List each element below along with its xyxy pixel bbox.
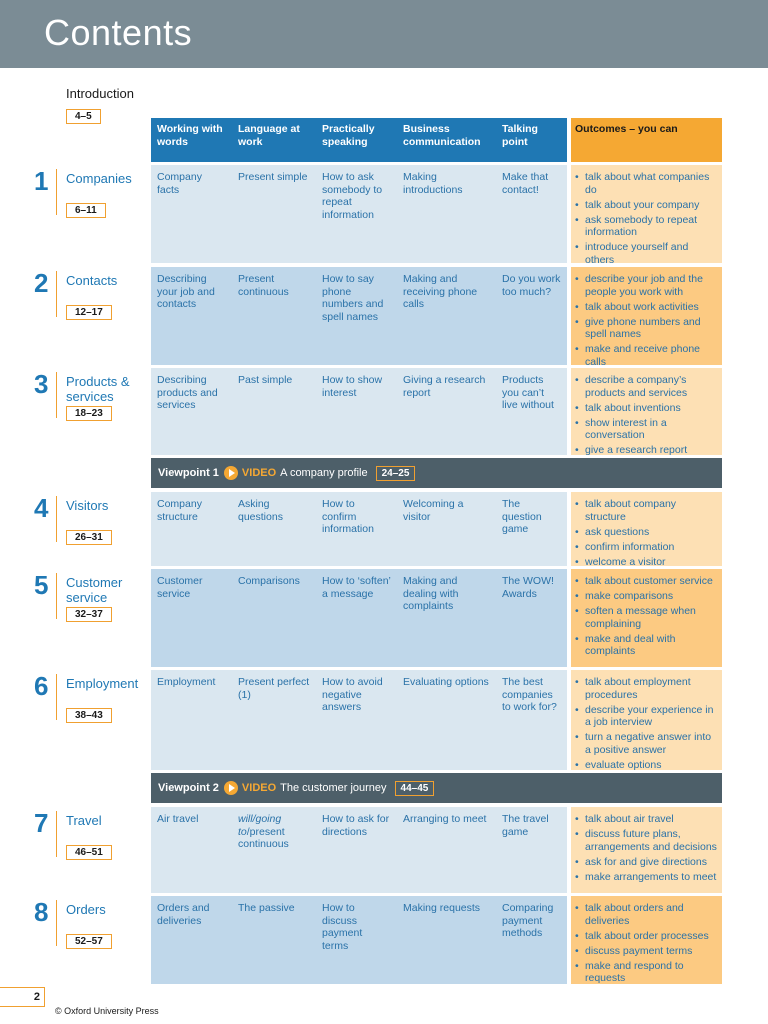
viewpoint-pages: 44–45 [395, 781, 435, 796]
cell-talking: The WOW! Awards [502, 575, 554, 600]
viewpoint-label: Viewpoint 2 [158, 782, 219, 794]
cell-talking: The best companies to work for? [502, 676, 557, 713]
unit-pages: 52–57 [66, 934, 112, 949]
page-title: Contents [44, 12, 193, 53]
cell-language: Comparisons [238, 575, 300, 587]
unit-divider [56, 900, 57, 946]
video-label: VIDEO [241, 467, 277, 479]
cell-talking: Do you work too much? [502, 273, 561, 298]
outcome-item: • ask questions [575, 526, 718, 539]
outcome-item: • give a research report [575, 444, 718, 457]
cell-practical: How to discuss payment terms [322, 902, 363, 952]
outcome-item: • talk about your company [575, 199, 718, 212]
unit-label-7 [34, 809, 150, 859]
cell-words: Employment [157, 676, 216, 688]
outcome-item: • ask somebody to repeat information [575, 214, 718, 239]
unit-divider [56, 674, 57, 720]
unit-label-6 [34, 672, 150, 722]
outcome-item: • talk about orders and deliveries [575, 902, 718, 927]
viewpoint-label: Viewpoint 1 [158, 467, 219, 479]
cell-outcomes [571, 267, 722, 368]
unit-number: 1 [34, 166, 49, 196]
unit-label-4 [34, 494, 150, 544]
outcome-item: • make and receive phone calls [575, 343, 718, 368]
unit-pages: 38–43 [66, 708, 112, 723]
cell-language: The passive [238, 902, 295, 914]
viewpoint-title: The customer journey [280, 782, 387, 794]
cell-talking: The question game [502, 498, 542, 535]
cell-talking: Products you can’t live without [502, 374, 554, 411]
cell-words: Describing your job and contacts [157, 273, 215, 310]
unit-number: 5 [34, 570, 49, 600]
outcome-item: • make comparisons [575, 590, 718, 603]
unit-pages: 12–17 [66, 305, 112, 320]
table-header [151, 118, 722, 162]
cell-language: Present perfect (1) [238, 676, 310, 701]
col-header-outcomes: Outcomes – you can [571, 118, 722, 162]
unit-title: Travel [66, 813, 102, 828]
outcome-item: • soften a message when complaining [575, 605, 718, 630]
cell-talking: The travel game [502, 813, 549, 838]
cell-practical: How to show interest [322, 374, 383, 399]
outcome-item: • talk about work activities [575, 301, 718, 314]
intro-title: Introduction [66, 86, 134, 101]
unit-title: Employment [66, 676, 139, 691]
unit-divider [56, 496, 57, 542]
outcome-item: • talk about company structure [575, 498, 718, 523]
cell-language-rest: /present continuous [238, 825, 289, 850]
cell-words: Customer service [157, 575, 203, 600]
outcome-item: • describe your experience in a job interview [575, 704, 718, 729]
cell-practical: How to ask for directions [322, 813, 390, 838]
col-header-talking: Talking point [502, 123, 538, 148]
unit-title: Products & services [66, 374, 130, 404]
outcome-item: • talk about inventions [575, 402, 718, 415]
intro-pages-box: 4–5 [66, 109, 101, 124]
cell-practical: How to confirm information [322, 498, 374, 535]
cell-outcomes [571, 896, 722, 984]
unit-label-2 [34, 269, 150, 319]
outcome-item: • welcome a visitor [575, 556, 718, 569]
cell-outcomes [571, 368, 722, 455]
cell-outcomes [571, 569, 722, 667]
table-row [151, 368, 722, 455]
outcome-item: • discuss payment terms [575, 945, 718, 958]
play-icon [224, 781, 238, 795]
col-header-business: Business communication [403, 123, 481, 148]
cell-business: Making introductions [403, 171, 463, 196]
cell-practical: How to ‘soften’ a message [322, 575, 391, 600]
unit-label-5 [34, 571, 150, 621]
table-row [151, 896, 722, 984]
unit-divider [56, 811, 57, 857]
cell-practical: How to avoid negative answers [322, 676, 383, 713]
outcome-item: • talk about customer service [575, 575, 718, 588]
outcome-item: • discuss future plans, arrangements and decisions [575, 828, 718, 853]
table-row [151, 569, 722, 667]
unit-pages: 18–23 [66, 406, 112, 421]
cell-business: Making requests [403, 902, 481, 914]
cell-words: Company structure [157, 498, 202, 523]
cell-business: Evaluating options [403, 676, 489, 688]
unit-label-3 [34, 370, 150, 420]
unit-title: Companies [66, 171, 132, 186]
unit-divider [56, 372, 57, 418]
viewpoint-pages: 24–25 [376, 466, 416, 481]
viewpoint-title: A company profile [280, 467, 368, 479]
unit-label-8 [34, 898, 150, 948]
cell-words: Describing products and services [157, 374, 218, 411]
cell-business: Welcoming a visitor [403, 498, 464, 523]
cell-outcomes [571, 165, 722, 266]
cell-talking: Comparing payment methods [502, 902, 554, 939]
outcome-item: • make arrangements to meet [575, 871, 718, 884]
cell-language: Present simple [238, 171, 308, 183]
cell-business: Giving a research report [403, 374, 486, 399]
outcome-item: • describe a company’s products and services [575, 374, 718, 399]
unit-pages: 26–31 [66, 530, 112, 545]
table-row [151, 670, 722, 770]
cell-language: Past simple [238, 374, 293, 386]
col-header-language: Language at work [238, 123, 300, 148]
outcome-item: • turn a negative answer into a positive answer [575, 731, 718, 756]
viewpoint-bar-1 [151, 458, 722, 488]
cell-outcomes [571, 807, 722, 893]
cell-outcomes [571, 670, 722, 770]
outcome-item: • evaluate options [575, 759, 718, 772]
outcome-item: • talk about employment procedures [575, 676, 718, 701]
table-row [151, 807, 722, 893]
unit-number: 3 [34, 369, 49, 399]
outcome-item: • ask for and give directions [575, 856, 718, 869]
outcome-item: • show interest in a conversation [575, 417, 718, 442]
outcome-item: • describe your job and the people you work with [575, 273, 718, 298]
viewpoint-bar-2 [151, 773, 722, 803]
play-icon [224, 466, 238, 480]
unit-number: 4 [34, 493, 49, 523]
unit-title: Visitors [66, 498, 109, 513]
cell-business: Making and dealing with complaints [403, 575, 459, 612]
outcome-item: • confirm information [575, 541, 718, 554]
cell-language-italic: will/going to [238, 813, 282, 838]
table-row [151, 492, 722, 566]
cell-language [232, 807, 316, 893]
cell-business: Making and receiving phone calls [403, 273, 478, 310]
unit-divider [56, 573, 57, 619]
cell-words: Air travel [157, 813, 199, 825]
unit-number: 8 [34, 897, 49, 927]
copyright: © Oxford University Press [55, 1006, 159, 1016]
cell-outcomes [571, 492, 722, 566]
unit-pages: 46–51 [66, 845, 112, 860]
cell-words: Orders and deliveries [157, 902, 210, 927]
cell-business: Arranging to meet [403, 813, 487, 825]
table-row [151, 267, 722, 368]
intro-pages [66, 106, 101, 124]
col-header-words: Working with words [157, 123, 223, 148]
unit-pages: 32–37 [66, 607, 112, 622]
unit-title: Contacts [66, 273, 118, 288]
cell-practical: How to ask somebody to repeat information [322, 171, 383, 221]
table-row [151, 165, 722, 266]
unit-pages: 6–11 [66, 203, 106, 218]
cell-talking: Make that contact! [502, 171, 549, 196]
unit-title: Customer service [66, 575, 123, 605]
unit-divider [56, 271, 57, 317]
outcome-item: • make and respond to requests [575, 960, 718, 985]
unit-label-1 [34, 167, 150, 217]
outcome-item: • make and deal with complaints [575, 633, 718, 658]
outcome-item: • talk about order processes [575, 930, 718, 943]
page-header [0, 0, 768, 68]
unit-number: 2 [34, 268, 49, 298]
video-label: VIDEO [241, 782, 277, 794]
unit-title: Orders [66, 902, 106, 917]
outcome-item: • give phone numbers and spell names [575, 316, 718, 341]
cell-words: Company facts [157, 171, 202, 196]
cell-language: Asking questions [238, 498, 283, 523]
col-header-practical: Practically speaking [322, 123, 375, 148]
unit-divider [56, 169, 57, 215]
page-number: 2 [0, 987, 45, 1007]
unit-number: 6 [34, 671, 49, 701]
unit-number: 7 [34, 808, 49, 838]
outcome-item: • introduce yourself and others [575, 241, 718, 266]
cell-language: Present continuous [238, 273, 289, 298]
cell-practical: How to say phone numbers and spell names [322, 273, 384, 323]
outcome-item: • talk about what companies do [575, 171, 718, 196]
outcome-item: • talk about air travel [575, 813, 718, 826]
